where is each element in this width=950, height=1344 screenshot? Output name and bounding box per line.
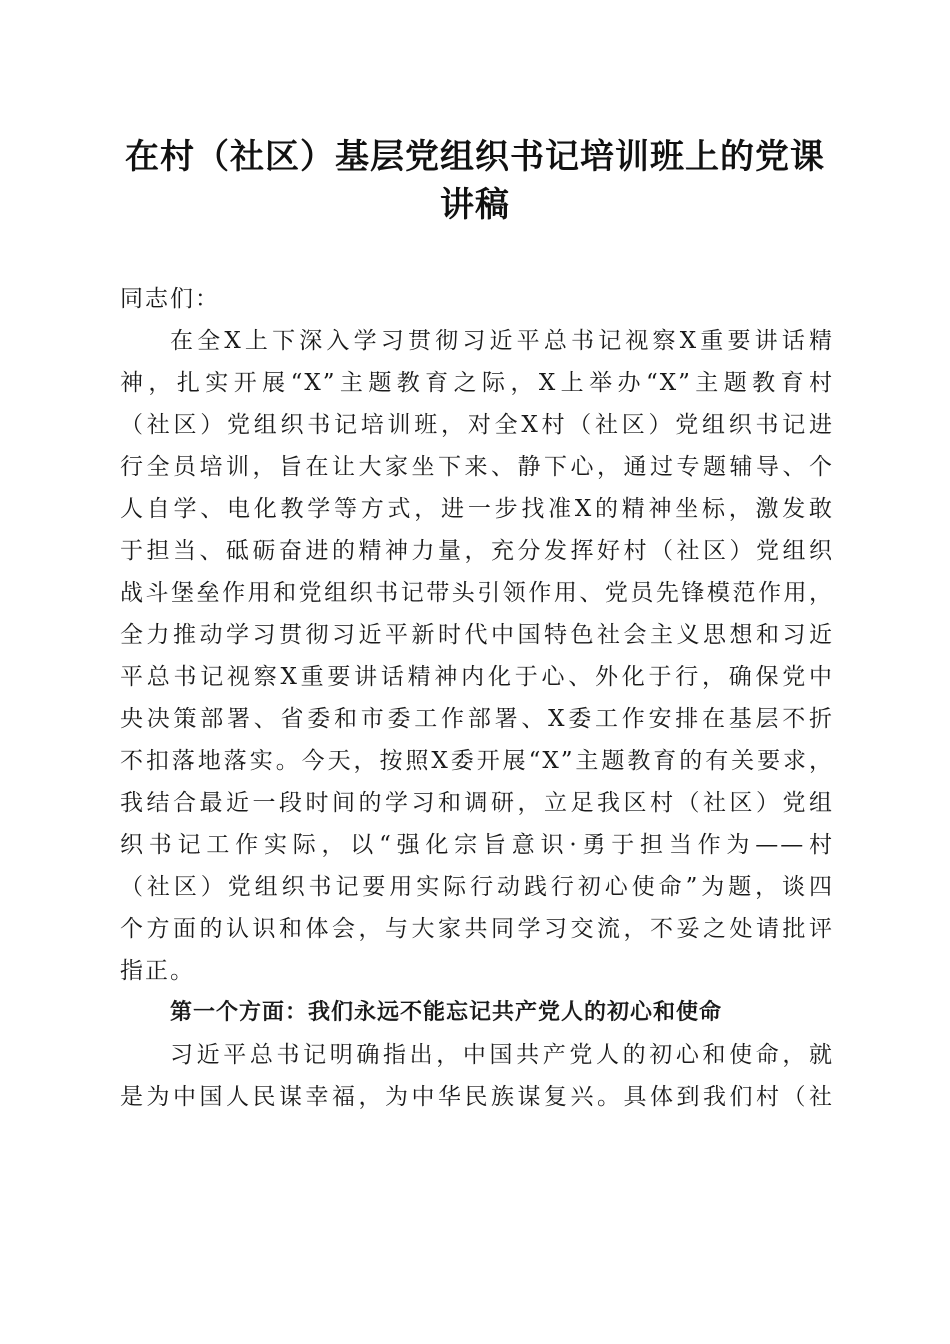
paragraph-line: 神，扎实开展“X”主题教育之际，X上举办“X”主题教育村 bbox=[120, 370, 834, 396]
paragraph-line: 平总书记视察X重要讲话精神内化于心、外化于行，确保党中 bbox=[120, 664, 834, 690]
paragraph-line: 战斗堡垒作用和党组织书记带头引领作用、党员先锋模范作用， bbox=[120, 580, 834, 606]
paragraph-line: 指正。 bbox=[120, 958, 195, 984]
paragraph-line: （社区）党组织书记培训班，对全X村（社区）党组织书记进 bbox=[120, 412, 834, 438]
paragraph-line: 全力推动学习贯彻习近平新时代中国特色社会主义思想和习近 bbox=[120, 622, 834, 648]
paragraph-line: 是为中国人民谋幸福，为中华民族谋复兴。具体到我们村（社 bbox=[120, 1084, 834, 1110]
title-line: 在村（社区）基层党组织书记培训班上的党课 bbox=[125, 137, 825, 177]
paragraph-line: 于担当、砥砺奋进的精神力量，充分发挥好村（社区）党组织 bbox=[120, 538, 834, 564]
section-paragraph bbox=[120, 1034, 834, 1118]
section-heading: 第一个方面：我们永远不能忘记共产党人的初心和使命 bbox=[170, 1000, 723, 1025]
paragraph-line: 在全X上下深入学习贯彻习近平总书记视察X重要讲话精 bbox=[170, 328, 834, 354]
document-title bbox=[110, 133, 840, 229]
salutation: 同志们： bbox=[120, 286, 220, 312]
paragraph-line: （社区）党组织书记要用实际行动践行初心使命”为题，谈四 bbox=[120, 874, 834, 900]
title-line: 讲稿 bbox=[440, 185, 510, 225]
paragraph-line: 央决策部署、省委和市委工作部署、X委工作安排在基层不折 bbox=[120, 706, 834, 732]
document-body bbox=[120, 278, 834, 1118]
paragraph-line: 人自学、电化教学等方式，进一步找准X的精神坐标，激发敢 bbox=[120, 496, 834, 522]
paragraph-line: 习近平总书记明确指出，中国共产党人的初心和使命，就 bbox=[170, 1042, 834, 1068]
paragraph-line: 织书记工作实际，以“强化宗旨意识·勇于担当作为——村 bbox=[120, 832, 834, 858]
paragraph-line: 不扣落地落实。今天，按照X委开展“X”主题教育的有关要求， bbox=[120, 748, 834, 774]
paragraph-line: 行全员培训，旨在让大家坐下来、静下心，通过专题辅导、个 bbox=[120, 454, 834, 480]
intro-paragraph bbox=[120, 320, 834, 992]
paragraph-line: 我结合最近一段时间的学习和调研，立足我区村（社区）党组 bbox=[120, 790, 834, 816]
paragraph-line: 个方面的认识和体会，与大家共同学习交流，不妥之处请批评 bbox=[120, 916, 834, 942]
